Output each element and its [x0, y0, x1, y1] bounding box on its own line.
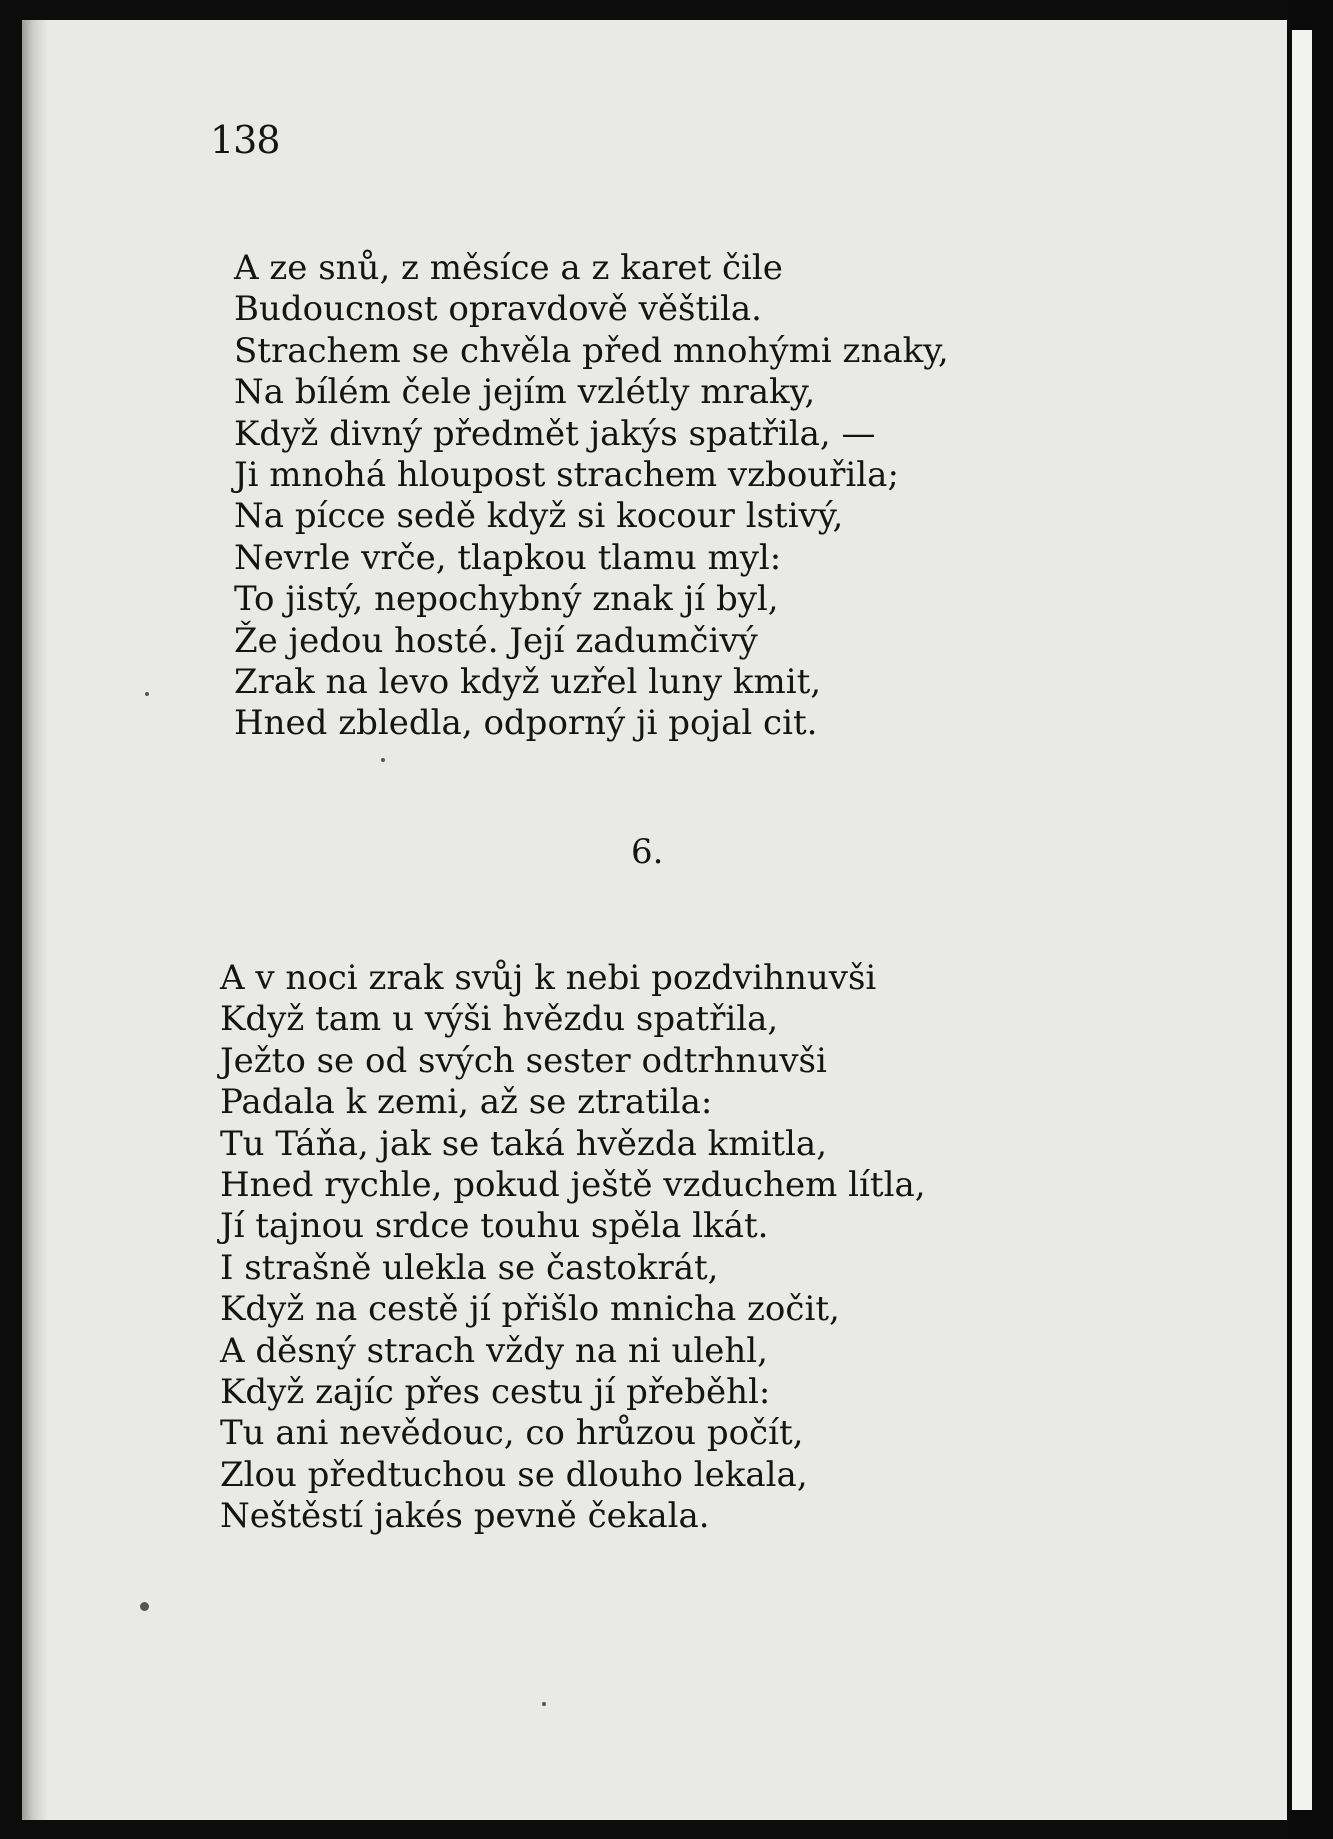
page-number: 138	[210, 118, 280, 162]
poem-line: Na pícce sedě když si kocour lstivý,	[234, 496, 844, 537]
poem-line: A v noci zrak svůj k nebi pozdvihnuvši	[220, 958, 877, 998]
poem-line: Zrak na levo když uzřel luny kmit,	[234, 662, 822, 703]
poem-line: Tu Táňa, jak se taká hvězda kmitla,	[220, 1123, 828, 1164]
poem-line: To jistý, nepochybný znak jí byl,	[234, 579, 779, 620]
poem-line: Padala k zemi, až se ztratila:	[220, 1082, 713, 1123]
poem-line: Na bílém čele jejím vzlétly mraky,	[234, 372, 816, 413]
section-number: 6.	[631, 832, 664, 872]
poem-line: A děsný strach vždy na ni ulehl,	[220, 1330, 768, 1371]
poem-line: Strachem se chvěla před mnohými znaky,	[234, 330, 949, 371]
poem-line: I strašně ulekla se častokrát,	[220, 1247, 719, 1288]
poem-line: Hned rychle, pokud ještě vzduchem lítla,	[220, 1165, 926, 1206]
poem-line: Budoucnost opravdově věštila.	[234, 289, 762, 330]
poem-line: Když zajíc přes cestu jí přeběhl:	[220, 1372, 771, 1413]
paper-sheet	[22, 20, 1287, 1820]
paper-speck	[140, 1602, 149, 1611]
paper-speck	[145, 692, 149, 696]
poem-line: Když divný předmět jakýs spatřila, —	[234, 413, 876, 454]
poem-line: Neštěstí jakés pevně čekala.	[220, 1496, 710, 1537]
right-sheet-strip	[1292, 30, 1312, 1810]
stanza-6	[220, 958, 926, 1538]
poem-line: Zlou předtuchou se dlouho lekala,	[220, 1454, 808, 1495]
stanza-5	[234, 248, 949, 745]
poem-line: Jí tajnou srdce touhu spěla lkát.	[220, 1206, 769, 1247]
poem-line: Když tam u výši hvězdu spatřila,	[220, 999, 779, 1040]
poem-line: A ze snů, z měsíce a z karet čile	[234, 248, 783, 288]
poem-line: Ježto se od svých sester odtrhnuvši	[220, 1040, 827, 1081]
poem-line: Nevrle vrče, tlapkou tlamu myl:	[234, 537, 782, 578]
poem-line: Ji mnohá hloupost strachem vzbouřila;	[234, 455, 899, 496]
paper-speck	[381, 758, 385, 762]
poem-line: Že jedou hosté. Její zadumčivý	[234, 620, 758, 661]
poem-line: Hned zbledla, odporný ji pojal cit.	[234, 703, 818, 744]
poem-line: Tu ani nevědouc, co hrůzou počít,	[220, 1413, 804, 1454]
poem-line: Když na cestě jí přišlo mnicha zočit,	[220, 1289, 840, 1330]
paper-speck	[542, 1702, 546, 1706]
spine-shadow	[22, 20, 48, 1820]
